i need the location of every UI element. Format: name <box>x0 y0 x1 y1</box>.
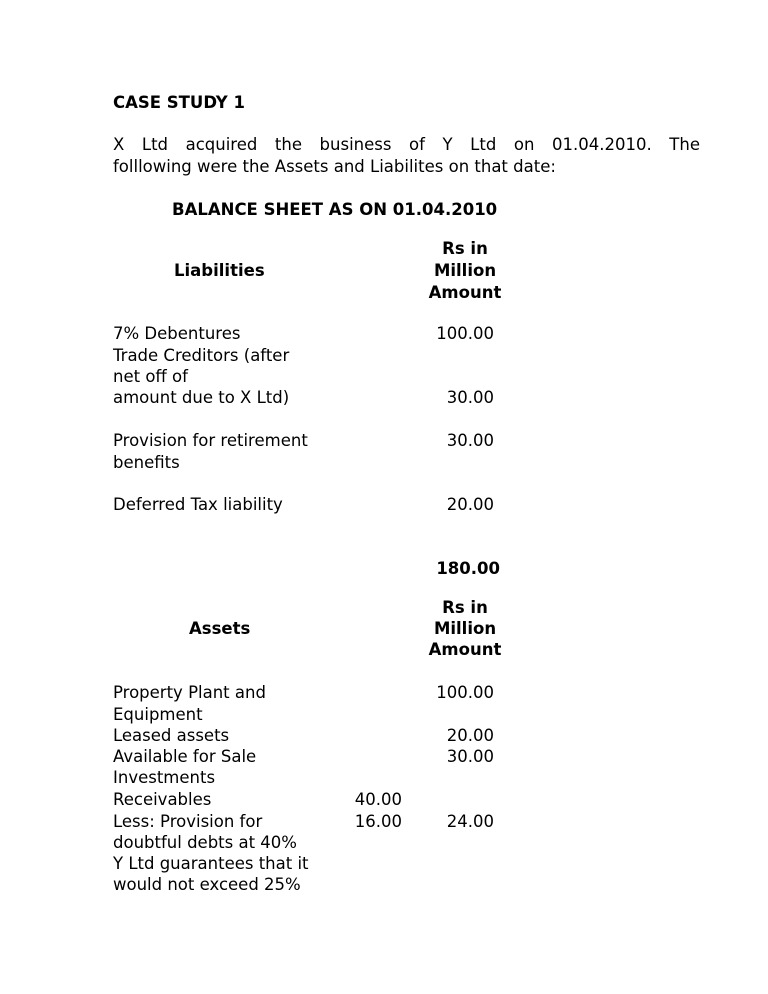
assets-amount-header-line-2: Million <box>433 619 497 638</box>
liability-label: Deferred Tax liability <box>113 495 283 514</box>
asset-label: Property Plant and <box>113 683 266 702</box>
liability-label: Provision for retirement <box>113 431 308 450</box>
liability-amount: 100.00 <box>436 324 494 343</box>
liabilities-total: 180.00 <box>436 559 500 578</box>
liability-amount: 20.00 <box>446 495 494 514</box>
asset-amount: 30.00 <box>446 747 494 766</box>
assets-amount-header-line-3: Amount <box>428 640 502 659</box>
intro-line-1: X Ltd acquired the business of Y Ltd on 01.04.2010. The <box>113 135 700 154</box>
liabilities-amount-header-line-1: Rs in <box>442 239 488 258</box>
liabilities-amount-header-line-2: Million <box>433 261 497 280</box>
asset-sub-amount: 16.00 <box>354 812 402 831</box>
liability-label: amount due to X Ltd) <box>113 388 290 407</box>
page-title: CASE STUDY 1 <box>113 93 245 112</box>
liability-label: benefits <box>113 453 180 472</box>
asset-amount: 24.00 <box>446 812 494 831</box>
liabilities-heading: Liabilities <box>174 261 265 280</box>
asset-label: Y Ltd guarantees that it <box>113 854 309 873</box>
asset-label: Receivables <box>113 790 212 809</box>
asset-label: Leased assets <box>113 726 230 745</box>
balance-sheet-title: BALANCE SHEET AS ON 01.04.2010 <box>172 200 498 219</box>
liability-label: net off of <box>113 367 188 386</box>
liabilities-amount-header-line-3: Amount <box>428 283 502 302</box>
intro-line-2: folllowing were the Assets and Liabilites on that date: <box>113 157 556 176</box>
asset-amount: 100.00 <box>436 683 494 702</box>
asset-amount: 20.00 <box>446 726 494 745</box>
asset-label: doubtful debts at 40% <box>113 833 297 852</box>
assets-heading: Assets <box>189 619 251 638</box>
liability-amount: 30.00 <box>446 388 494 407</box>
asset-label: Less: Provision for <box>113 812 263 831</box>
asset-sub-amount: 40.00 <box>354 790 402 809</box>
asset-label: Equipment <box>113 705 203 724</box>
assets-amount-header-line-1: Rs in <box>442 598 488 617</box>
liability-label: 7% Debentures <box>113 324 241 343</box>
asset-label: Investments <box>113 768 216 787</box>
liability-label: Trade Creditors (after <box>113 346 290 365</box>
asset-label: Available for Sale <box>113 747 257 766</box>
liability-amount: 30.00 <box>446 431 494 450</box>
asset-label: would not exceed 25% <box>113 875 301 894</box>
